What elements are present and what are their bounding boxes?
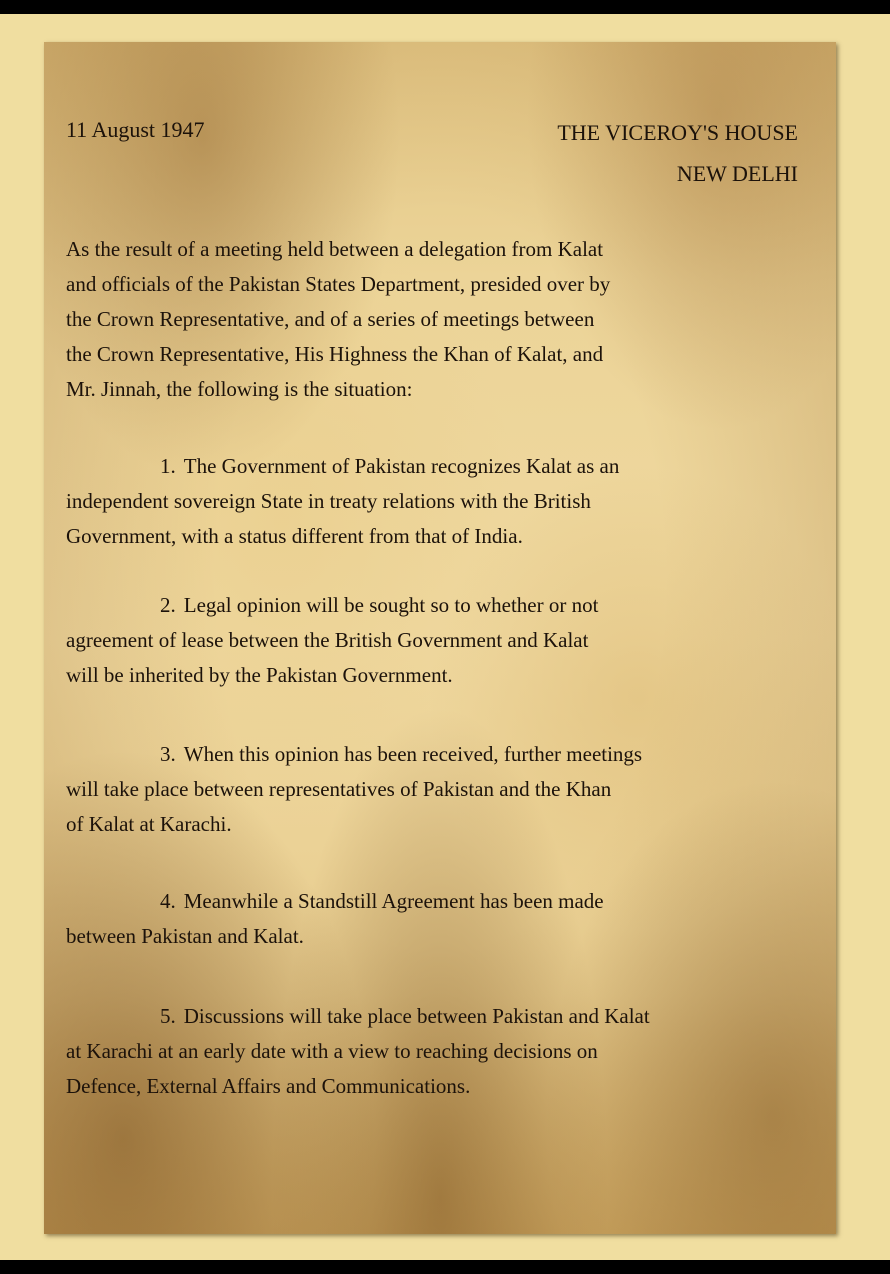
point-number: 1. <box>160 454 176 478</box>
point-line: at Karachi at an early date with a view to reaching decisions on <box>66 1039 598 1063</box>
point-line: When this opinion has been received, further meetings <box>183 742 643 766</box>
address-line-2: NEW DELHI <box>676 161 798 186</box>
point-number: 3. <box>160 742 176 766</box>
point-number: 5. <box>160 1004 176 1028</box>
intro-line: and officials of the Pakistan States Department, presided over by <box>66 272 611 296</box>
point-2 <box>66 588 822 693</box>
intro-paragraph <box>66 232 822 407</box>
point-line: of Kalat at Karachi. <box>66 812 232 836</box>
point-line: Meanwhile a Standstill Agreement has been made <box>183 889 604 913</box>
point-line: will take place between representatives of Pakistan and the Khan <box>66 777 612 801</box>
point-line: will be inherited by the Pakistan Government. <box>66 663 453 687</box>
point-number: 4. <box>160 889 176 913</box>
page-frame <box>0 14 890 1260</box>
document-text <box>44 42 836 1234</box>
aged-paper-document <box>44 42 836 1234</box>
point-number: 2. <box>160 593 176 617</box>
point-line: agreement of lease between the British Government and Kalat <box>66 628 589 652</box>
point-line: Government, with a status different from that of India. <box>66 524 523 548</box>
point-line: between Pakistan and Kalat. <box>66 924 304 948</box>
point-5 <box>66 999 822 1104</box>
address-line-1: THE VICEROY'S HOUSE <box>557 120 798 145</box>
point-line: The Government of Pakistan recognizes Kalat as an <box>183 454 620 478</box>
document-date: 11 August 1947 <box>66 117 205 142</box>
point-1 <box>66 449 822 554</box>
intro-line: the Crown Representative, His Highness the Khan of Kalat, and <box>66 342 604 366</box>
point-line: Defence, External Affairs and Communications. <box>66 1074 471 1098</box>
intro-line: the Crown Representative, and of a series of meetings between <box>66 307 595 331</box>
point-line: independent sovereign State in treaty relations with the British <box>66 489 591 513</box>
point-4 <box>66 884 822 954</box>
intro-line: Mr. Jinnah, the following is the situation: <box>66 377 413 401</box>
point-line: Legal opinion will be sought so to whether or not <box>183 593 599 617</box>
point-line: Discussions will take place between Pakistan and Kalat <box>183 1004 650 1028</box>
intro-line: As the result of a meeting held between a delegation from Kalat <box>66 237 604 261</box>
sender-address <box>557 112 798 194</box>
point-3 <box>66 737 822 842</box>
